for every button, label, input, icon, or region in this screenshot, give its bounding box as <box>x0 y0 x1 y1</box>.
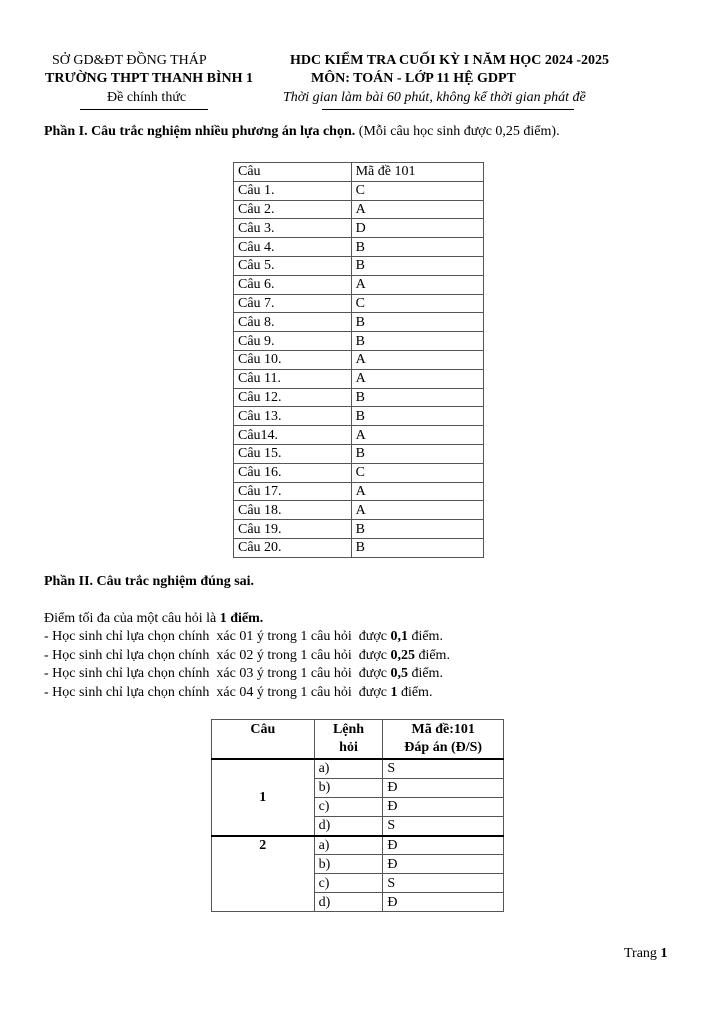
scoring-rule <box>44 629 443 645</box>
question-cell: Câu 6. <box>234 275 352 294</box>
answer-cell: S <box>383 816 504 835</box>
rule-points: 1 <box>390 684 398 700</box>
scoring-rule <box>44 685 432 701</box>
answer-cell: B <box>351 256 483 275</box>
answer-cell: A <box>351 275 483 294</box>
rule-suffix: điểm. <box>397 684 433 700</box>
statement-label-cell: c) <box>314 797 383 816</box>
question-cell: Câu 4. <box>234 238 352 257</box>
col-command-line1: Lệnh <box>332 722 365 737</box>
part2-max-score <box>44 611 263 627</box>
table-row <box>212 759 504 778</box>
col-code-line1: Mã đề:101 <box>411 722 475 737</box>
part1-heading <box>44 124 560 140</box>
answer-cell: A <box>351 200 483 219</box>
col-command-line2: hỏi <box>339 740 358 755</box>
question-cell: Câu 8. <box>234 313 352 332</box>
exam-duration: Thời gian làm bài 60 phút, không kể thời gian phát đề <box>283 90 586 105</box>
statement-label-cell: c) <box>314 874 383 893</box>
question-cell: Câu 1. <box>234 181 352 200</box>
table-row <box>234 388 484 407</box>
school-name: TRƯỜNG THPT THANH BÌNH 1 <box>45 71 253 86</box>
table-row <box>234 219 484 238</box>
exam-title: HDC KIỂM TRA CUỐI KỲ I NĂM HỌC 2024 -2025 <box>290 53 610 68</box>
table-row <box>234 369 484 388</box>
table-row <box>212 836 504 855</box>
page-number <box>624 946 667 962</box>
table-row <box>234 463 484 482</box>
answer-cell: C <box>351 294 483 313</box>
question-number-cell: 2 <box>212 836 315 912</box>
statement-label-cell: b) <box>314 778 383 797</box>
question-cell: Câu 16. <box>234 463 352 482</box>
part2-answer-table <box>211 719 504 912</box>
table-header-row <box>234 163 484 182</box>
question-number-cell: 1 <box>212 759 315 836</box>
answer-cell: B <box>351 538 483 557</box>
max-score-prefix: Điểm tối đa của một câu hỏi là <box>44 611 220 626</box>
table-row <box>234 200 484 219</box>
question-cell: Câu 19. <box>234 520 352 539</box>
question-cell: Câu 7. <box>234 294 352 313</box>
rule-suffix: điểm. <box>407 666 443 681</box>
rule-text: - Học sinh chỉ lựa chọn chính xác 04 ý trong 1 câu hỏi được <box>44 684 391 700</box>
table-row <box>234 482 484 501</box>
question-cell: Câu 12. <box>234 388 352 407</box>
answer-cell: A <box>351 426 483 445</box>
part1-note: (Mỗi câu học sinh được 0,25 điểm). <box>358 124 560 139</box>
answer-cell: A <box>351 482 483 501</box>
statement-label-cell: b) <box>314 855 383 874</box>
answer-cell: D <box>351 219 483 238</box>
rule-text: - Học sinh chỉ lựa chọn chính xác 02 ý trong 1 câu hỏi được <box>44 647 391 663</box>
part2-title: Phần II. Câu trắc nghiệm đúng sai. <box>44 574 255 589</box>
answer-cell: A <box>351 350 483 369</box>
answer-cell: S <box>383 874 504 893</box>
question-cell: Câu 20. <box>234 538 352 557</box>
answer-cell: B <box>351 407 483 426</box>
table-row <box>234 426 484 445</box>
question-cell: Câu 2. <box>234 200 352 219</box>
answer-cell: B <box>351 313 483 332</box>
answer-cell: Đ <box>383 778 504 797</box>
part1-title: Phần I. Câu trắc nghiệm nhiều phương án lựa chọn. <box>44 124 356 139</box>
col-code-header <box>383 720 504 760</box>
col-code-header: Mã đề 101 <box>351 163 483 182</box>
table-row <box>234 501 484 520</box>
col-code-line2: Đáp án (Đ/S) <box>404 740 483 755</box>
table-row <box>234 256 484 275</box>
part1-answer-table <box>233 162 484 558</box>
col-question-header: Câu <box>212 720 315 760</box>
table-row <box>234 181 484 200</box>
col-command-header <box>314 720 383 760</box>
statement-label-cell: a) <box>314 836 383 855</box>
question-cell: Câu14. <box>234 426 352 445</box>
table-row <box>234 275 484 294</box>
department-name: SỞ GD&ĐT ĐỒNG THÁP <box>52 53 207 68</box>
answer-cell: B <box>351 388 483 407</box>
answer-cell: Đ <box>383 836 504 855</box>
answer-cell: Đ <box>383 855 504 874</box>
rule-text: - Học sinh chỉ lựa chọn chính xác 03 ý trong 1 câu hỏi được <box>44 666 391 681</box>
table-row <box>234 294 484 313</box>
answer-cell: C <box>351 181 483 200</box>
table-header-row <box>212 720 504 760</box>
table-row <box>234 313 484 332</box>
question-cell: Câu 9. <box>234 332 352 351</box>
statement-label-cell: a) <box>314 759 383 778</box>
table-row <box>234 538 484 557</box>
col-question-header: Câu <box>234 163 352 182</box>
answer-cell: Đ <box>383 893 504 912</box>
rule-text: - Học sinh chỉ lựa chọn chính xác 01 ý trong 1 câu hỏi được <box>44 629 391 644</box>
question-cell: Câu 13. <box>234 407 352 426</box>
answer-cell: A <box>351 369 483 388</box>
answer-cell: Đ <box>383 797 504 816</box>
max-score-value: 1 điểm. <box>219 611 264 626</box>
question-cell: Câu 5. <box>234 256 352 275</box>
page-number-value: 1 <box>660 946 668 961</box>
scoring-rule <box>44 666 443 682</box>
answer-cell: B <box>351 238 483 257</box>
table-row <box>234 444 484 463</box>
answer-cell: A <box>351 501 483 520</box>
scoring-rule <box>44 648 450 664</box>
answer-cell: B <box>351 520 483 539</box>
subject-line: MÔN: TOÁN - LỚP 11 HỆ GDPT <box>311 71 516 86</box>
answer-cell: C <box>351 463 483 482</box>
table-row <box>234 520 484 539</box>
table-row <box>234 332 484 351</box>
answer-cell: B <box>351 332 483 351</box>
question-cell: Câu 17. <box>234 482 352 501</box>
left-header-underline <box>80 109 208 110</box>
rule-points: 0,25 <box>390 647 415 663</box>
question-cell: Câu 10. <box>234 350 352 369</box>
table-row <box>234 350 484 369</box>
question-cell: Câu 11. <box>234 369 352 388</box>
answer-cell: S <box>383 759 504 778</box>
official-exam-label: Đề chính thức <box>107 90 187 105</box>
question-cell: Câu 3. <box>234 219 352 238</box>
statement-label-cell: d) <box>314 816 383 835</box>
question-cell: Câu 15. <box>234 444 352 463</box>
table-row <box>234 407 484 426</box>
rule-suffix: điểm. <box>414 647 450 663</box>
page-prefix: Trang <box>624 946 661 961</box>
right-header-underline <box>322 109 574 110</box>
table-row <box>234 238 484 257</box>
rule-points: 0,5 <box>390 666 408 681</box>
statement-label-cell: d) <box>314 893 383 912</box>
answer-cell: B <box>351 444 483 463</box>
rule-suffix: điểm. <box>407 629 443 644</box>
question-cell: Câu 18. <box>234 501 352 520</box>
rule-points: 0,1 <box>390 629 408 644</box>
